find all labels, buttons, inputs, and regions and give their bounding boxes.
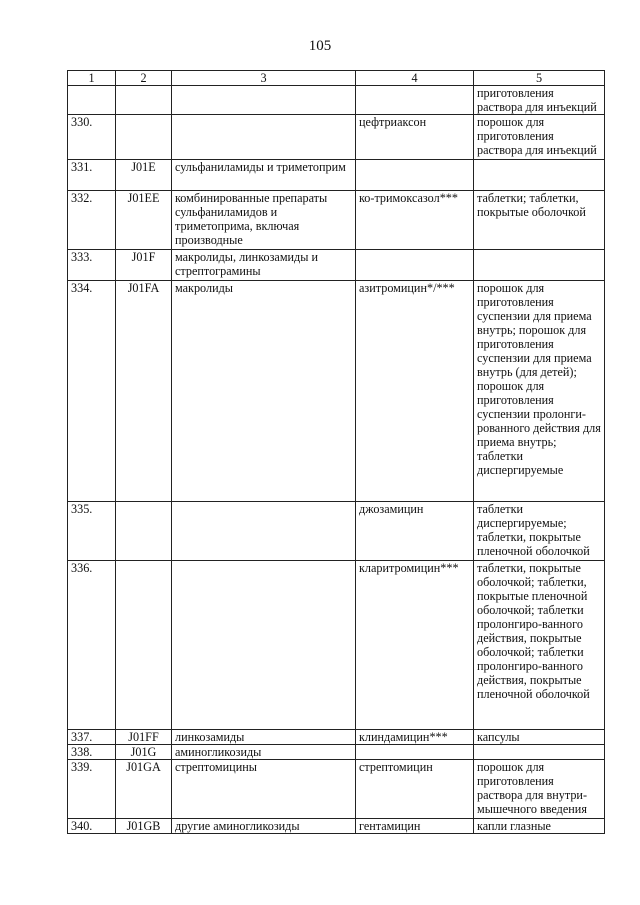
drug-name: ко-тримоксазол*** [356, 191, 474, 250]
drug-name [356, 745, 474, 760]
row-number: 330. [68, 115, 116, 160]
row-number: 336. [68, 561, 116, 730]
drug-name: кларитромицин*** [356, 561, 474, 730]
column-header: 5 [474, 71, 605, 86]
row-number: 333. [68, 250, 116, 281]
dosage-form [474, 250, 605, 281]
page-number: 105 [308, 38, 332, 54]
table-row [68, 745, 605, 760]
column-header: 1 [68, 71, 116, 86]
row-number: 331. [68, 160, 116, 191]
table-row [68, 561, 605, 730]
table-row [68, 760, 605, 819]
atc-code [116, 86, 172, 115]
dosage-form: приготовления раствора для инъекций [474, 86, 605, 115]
drug-name: гентамицин [356, 819, 474, 834]
column-header: 3 [172, 71, 356, 86]
row-number: 334. [68, 281, 116, 502]
group-name [172, 561, 356, 730]
atc-code: J01G [116, 745, 172, 760]
group-name: сульфаниламиды и триметоприм [172, 160, 356, 191]
atc-code: J01E [116, 160, 172, 191]
group-name [172, 115, 356, 160]
table-row [68, 502, 605, 561]
atc-code: J01FF [116, 730, 172, 745]
group-name: стрептомицины [172, 760, 356, 819]
dosage-form [474, 745, 605, 760]
table-row [68, 281, 605, 502]
group-name: аминогликозиды [172, 745, 356, 760]
table-row [68, 819, 605, 834]
table-row [68, 86, 605, 115]
atc-code [116, 115, 172, 160]
dosage-form: капли глазные [474, 819, 605, 834]
group-name: макролиды, линкозамиды и стрептограмины [172, 250, 356, 281]
table-row [68, 730, 605, 745]
table-row [68, 191, 605, 250]
drug-name [356, 250, 474, 281]
dosage-form [474, 160, 605, 191]
group-name [172, 502, 356, 561]
table-row [68, 160, 605, 191]
row-number: 332. [68, 191, 116, 250]
dosage-form: таблетки диспергируемые; таблетки, покрытые пленочной оболочкой [474, 502, 605, 561]
atc-code: J01EE [116, 191, 172, 250]
group-name: другие аминогликозиды [172, 819, 356, 834]
row-number: 338. [68, 745, 116, 760]
table-row [68, 115, 605, 160]
column-header: 2 [116, 71, 172, 86]
atc-code [116, 561, 172, 730]
drug-name [356, 86, 474, 115]
atc-code [116, 502, 172, 561]
dosage-form: порошок для приготовления раствора для инъекций [474, 115, 605, 160]
atc-code: J01F [116, 250, 172, 281]
group-name [172, 86, 356, 115]
drug-name: джозамицин [356, 502, 474, 561]
drug-name: клиндамицин*** [356, 730, 474, 745]
row-number: 339. [68, 760, 116, 819]
dosage-form: капсулы [474, 730, 605, 745]
drug-name: азитромицин*/*** [356, 281, 474, 502]
drug-table [67, 70, 605, 834]
dosage-form: таблетки; таблетки, покрытые оболочкой [474, 191, 605, 250]
dosage-form: таблетки, покрытые оболочкой; таблетки, покрытые пленочной оболочкой; таблетки пролонгиро-ванного действия, покрытые оболочкой; таблетки пролонгиро-ванного действия, покрытые пленочной оболочкой [474, 561, 605, 730]
table-row [68, 250, 605, 281]
column-header: 4 [356, 71, 474, 86]
group-name: комбинированные препараты сульфаниламидов и триметоприма, включая производные [172, 191, 356, 250]
row-number: 337. [68, 730, 116, 745]
group-name: макролиды [172, 281, 356, 502]
dosage-form: порошок для приготовления суспензии для приема внутрь; порошок для приготовления суспензии для приема внутрь (для детей); порошок для приготовления суспензии пролонги-рованного действия для приема внутрь; таблетки диспергируемые [474, 281, 605, 502]
drug-name [356, 160, 474, 191]
row-number: 335. [68, 502, 116, 561]
atc-code: J01GB [116, 819, 172, 834]
column-numbers-row [68, 71, 605, 86]
drug-name: цефтриаксон [356, 115, 474, 160]
atc-code: J01FA [116, 281, 172, 502]
row-number: 340. [68, 819, 116, 834]
row-number [68, 86, 116, 115]
atc-code: J01GA [116, 760, 172, 819]
group-name: линкозамиды [172, 730, 356, 745]
drug-name: стрептомицин [356, 760, 474, 819]
dosage-form: порошок для приготовления раствора для внутри-мышечного введения [474, 760, 605, 819]
